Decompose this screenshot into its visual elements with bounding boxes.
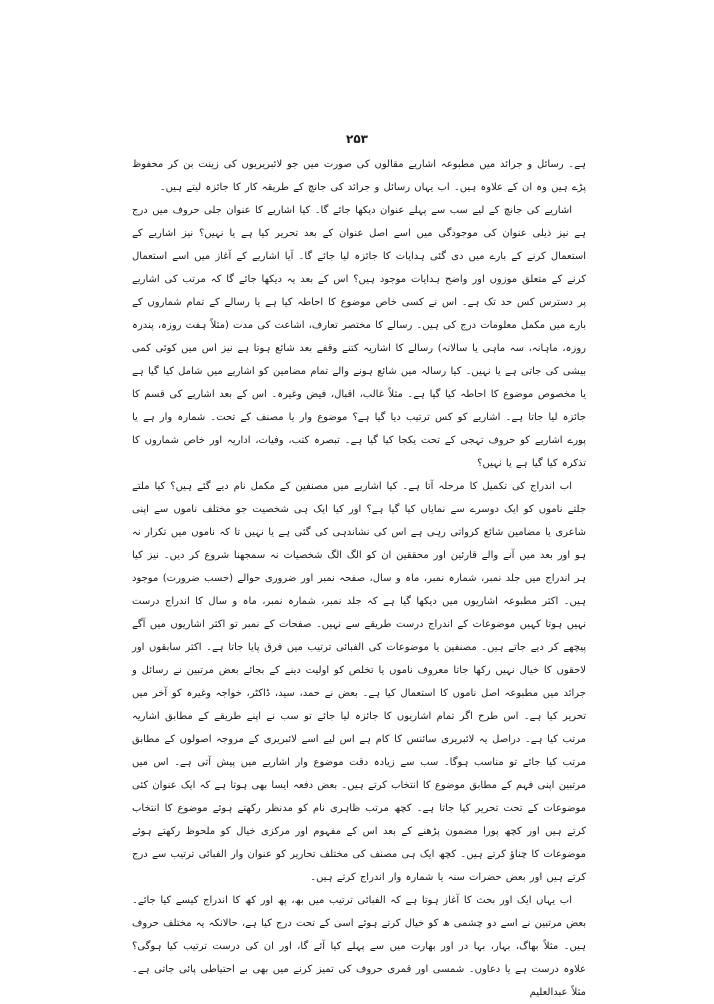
paragraph: اب اندراج کی تکمیل کا مرحلہ آتا ہے۔ کیا اشاریے میں مصنفین کے مکمل نام دیے گئے ہیں؟ کیا ملتے جلتے ناموں کو ایک دوسرے سے نمایاں کیا گیا ہے؟ اور کیا ایک ہی شخصیت جو مختلف ناموں سے اپنی شاعری یا مضامین شائع کرواتی رہی ہے اس کی نشاندہی کی گئی ہے یا نہیں تا کہ ناموں میں تکرار نہ ہو اور بعد میں آنے والے قارئین اور محققین ان کو الگ الگ شخصیات نہ سمجھنا شروع کر دیں۔ نیز کیا ہر اندراج میں جلد نمبر، شمارہ نمبر، ماہ و سال، صفحہ نمبر اور ضروری حوالے (حسب ضرورت) موجود ہیں۔ اکثر مطبوعہ اشاریوں میں دیکھا گیا ہے کہ جلد نمبر، شمارہ نمبر، ماہ و سال کا اندراج درست نہیں ہوتا کہیں موضوعات کے اندراج درست طریقے سے نہیں۔ صفحات کے نمبر تو اکثر اشاریوں میں آگے پیچھے کر دیے جاتے ہیں۔ مصنفین یا موضوعات کی الفبائی ترتیب میں فرق پایا جاتا ہے۔ اکثر سابقوں اور لاحقوں کا خیال نہیں رکھا جاتا معروف ناموں یا تخلص کو اولیت دینے کے بجائے بعض مرتبین نے رسائل و جرائد میں مطبوعہ اصل ناموں کا استعمال کیا ہے۔ بعض نے حمد، سید، ڈاکٹر، خواجہ وغیرہ کو آخر میں تحریر کیا ہے۔ اس طرح اگر تمام اشاریوں کا جائزہ لیا جائے تو سب نے اپنے طریقے کے مطابق اشاریہ مرتب کیا ہے۔ دراصل یہ لائبریری سائنس کا کام ہے اس لیے اسے لائبریری کے مروجہ اصولوں کے مطابق مرتب کیا جائے تو مناسب ہوگا۔ سب سے زیادہ دقت موضوع وار اشاریے میں پیش آتی ہے۔ اس میں مرتبین اپنی فہم کے مطابق موضوع کا انتخاب کرتے ہیں۔ بعض دفعہ ایسا بھی ہوتا ہے کہ ایک عنوان کئی موضوعات کے تحت تحریر کیا جاتا ہے۔ کچھ مرتب ظاہری نام کو مدنظر رکھتے ہوئے موضوع کا انتخاب کرتے ہیں اور کچھ پورا مضمون پڑھنے کے بعد اس کے مفہوم اور مرکزی خیال کو ملحوظ رکھتے ہوئے موضوعات کا چناؤ کرتے ہیں۔ کچھ ایک ہی مصنف کی مختلف تحاریر کو عنوان وار الفبائی ترتیب سے درج کرتے ہیں اور بعض حضرات سنہ یا شمارہ وار اندراج کرتے ہیں۔	[132, 481, 586, 883]
paragraph: اشاریے کی جانچ کے لیے سب سے پہلے عنوان دیکھا جائے گا۔ کیا اشاریے کا عنوان جلی حروف میں درج ہے نیز ذیلی عنوان کی موجودگی میں اسے اصل عنوان کے بعد تحریر کیا ہے یا نہیں؟ نیز اشاریے کے استعمال کرنے کے بارے میں دی گئی ہدایات کا جائزہ لیا جائے گا۔ آیا اشاریے کے آغاز میں اسے استعمال کرنے کے متعلق موزوں اور واضح ہدایات موجود ہیں؟ اس کے بعد یہ دیکھا جائے گا کہ مرتب کی اشاریے پر دسترس کس حد تک ہے۔ اس نے کسی خاص موضوع کا احاطہ کیا ہے یا رسالے کے تمام شماروں کے بارے میں مکمل معلومات درج کی ہیں۔ رسالے کا مختصر تعارف، اشاعت کی مدت (مثلاً ہفت روزہ، پندرہ روزہ، ماہانہ، سہ ماہی یا سالانہ) رسالے کا اشاریہ کتنے وقفے بعد شائع ہوتا ہے نیز اس میں کوئی کمی بیشی کی جاتی ہے یا نہیں۔ کیا رسالہ میں شائع ہونے والے تمام مضامین کو اشاریے میں شامل کیا گیا ہے یا مخصوص موضوع کا احاطہ کیا گیا ہے۔ مثلاً غالب، اقبال، فیض وغیرہ۔ اس کے بعد اشاریے کی قسم کا جائزہ لیا جاتا ہے۔ اشاریے کو کس ترتیب دیا گیا ہے؟ موضوع وار یا مصنف کے تحت۔ شمارہ وار ہے یا پورے اشاریے کو حروف تہجی کے تحت یکجا کیا گیا ہے۔ تبصرہ کتب، وفیات، اداریہ اور خاص شماروں کا تذکرہ کیا گیا ہے یا نہیں؟	[132, 205, 586, 469]
body-text	[132, 153, 586, 1004]
paragraph: اب یہاں ایک اور بحث کا آغاز ہوتا ہے کہ الفبائی ترتیب میں بھ، پھ اور کھ کا اندراج کیسے کیا جائے۔ بعض مرتبین نے اسے دو چشمی ھ کو خیال کرتے ہوئے اسی کے تحت درج کیا ہے، حالانکہ یہ مختلف حروف ہیں۔ مثلاً بھاگ، بہار، بہا در اور بھارت میں سے پہلے کیا آئے گا، اور ان کی درست ترتیب کیا ہوگی؟ علاوہ درست ہے یا دعاوں۔ شمسی اور قمری حروف کی تمیز کرنے میں بھی بے احتیاطی پائی جاتی ہے۔ مثلاً عبدالعلیم	[132, 895, 586, 998]
paragraph: ہے۔ رسائل و جرائد میں مطبوعہ اشاریے مقالوں کی صورت میں جو لائبریریوں کی زینت بن کر محفوظ پڑے ہیں وہ ان کے علاوہ ہیں۔ اب یہاں رسائل و جرائد کی جانچ کے طریقہ کار کا جائزہ لیتے ہیں۔	[132, 159, 586, 193]
page-number: ۲۵۳	[346, 132, 368, 146]
